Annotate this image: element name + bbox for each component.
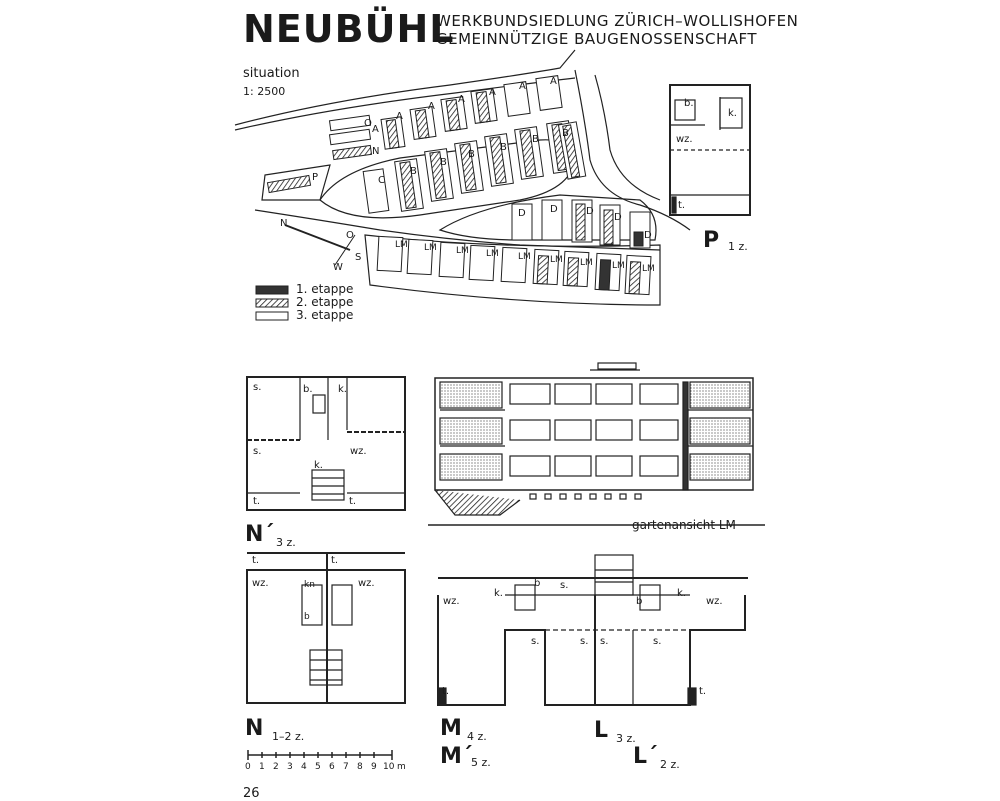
elevation-roof-box xyxy=(598,363,636,369)
scale-tick: 1 xyxy=(259,762,265,772)
site-label: D xyxy=(550,204,558,215)
plan-ml xyxy=(438,555,748,705)
room-label: wz. xyxy=(706,596,723,607)
site-label: A xyxy=(550,76,557,87)
site-label: A xyxy=(396,111,403,122)
plan-n-prime-stair xyxy=(312,470,344,500)
site-label: D xyxy=(586,206,594,217)
legend-label: 2. etappe xyxy=(296,295,354,309)
legend-label: 1. etappe xyxy=(296,282,354,296)
plan-ml-bath xyxy=(515,585,535,610)
building-d-fill xyxy=(576,204,585,240)
plan-ml-stair-core xyxy=(595,555,633,595)
window xyxy=(596,456,632,476)
compass-letter: O xyxy=(346,230,354,241)
road-east-2 xyxy=(595,75,660,200)
room-label: k. xyxy=(338,384,347,395)
plan-letter-l: L xyxy=(594,718,609,743)
site-label: A xyxy=(519,81,526,92)
room-label: k. xyxy=(728,108,737,119)
window xyxy=(510,420,550,440)
plan-n-prime xyxy=(247,377,405,510)
room-label: t. xyxy=(253,496,261,507)
site-plan-scale: 1: 2500 xyxy=(243,85,286,98)
plan-letter-m-prime: M´ xyxy=(440,744,473,769)
window xyxy=(510,384,550,404)
legend-swatch-hatched xyxy=(256,299,288,307)
site-label: B xyxy=(532,134,539,145)
scale-tick: 7 xyxy=(343,762,349,772)
legend xyxy=(256,286,288,320)
site-label: N xyxy=(372,146,380,157)
room-label: s. xyxy=(253,382,262,393)
elevation-pier xyxy=(683,382,688,490)
site-label: C xyxy=(378,175,385,186)
site-label: LM xyxy=(550,255,563,265)
site-label: B xyxy=(562,128,569,139)
plan-p xyxy=(670,85,750,215)
plan-letter-n: N xyxy=(245,716,264,741)
plan-letter-n-prime: N´ xyxy=(245,522,275,547)
window xyxy=(555,456,591,476)
balcony xyxy=(440,382,502,408)
site-label: D xyxy=(644,230,652,241)
page-number: 26 xyxy=(243,786,260,801)
room-label: b. xyxy=(684,98,694,109)
subtitle-line-1: WERKBUNDSIEDLUNG ZÜRICH–WOLLISHOFEN xyxy=(436,12,799,30)
basement-windows xyxy=(530,494,641,499)
site-label: A xyxy=(458,94,465,105)
room-label: s. xyxy=(653,636,662,647)
window xyxy=(640,456,678,476)
plan-ml-column xyxy=(688,688,696,705)
compass-letter: S xyxy=(355,252,362,263)
room-label: wz. xyxy=(676,134,693,145)
scale-tick: 0 xyxy=(245,762,251,772)
scale-tick: 2 xyxy=(273,762,279,772)
room-label: b xyxy=(534,578,541,589)
room-label: s. xyxy=(560,580,569,591)
site-label: LM xyxy=(642,264,655,274)
elevation-lm xyxy=(428,363,765,525)
building-n xyxy=(333,145,372,159)
elevation-entrance xyxy=(435,490,520,515)
site-label: A xyxy=(428,101,435,112)
site-label: B xyxy=(500,142,507,153)
site-label: P xyxy=(312,172,319,183)
window xyxy=(510,456,550,476)
building-d-fill xyxy=(634,232,643,246)
plan-n xyxy=(247,553,405,703)
room-label: b. xyxy=(303,384,313,395)
scale-tick: 10 xyxy=(383,762,395,772)
room-label: t. xyxy=(442,686,450,697)
legend-swatch-white xyxy=(256,312,288,320)
site-label: B xyxy=(440,157,447,168)
plan-rooms-l-prime: 2 z. xyxy=(660,758,680,771)
room-label: kn xyxy=(304,580,315,590)
room-label: b xyxy=(636,596,643,607)
balcony xyxy=(440,454,502,480)
scale-unit: m xyxy=(397,762,406,772)
scale-tick: 3 xyxy=(287,762,293,772)
site-label: LM xyxy=(456,246,469,256)
site-label: LM xyxy=(424,243,437,253)
building-a xyxy=(504,82,530,117)
building-lm-fill xyxy=(629,262,641,294)
scale-tick: 8 xyxy=(357,762,363,772)
scale-tick: 5 xyxy=(315,762,321,772)
elevation-windows xyxy=(510,384,678,476)
room-label: k. xyxy=(314,460,323,471)
site-label: LM xyxy=(486,249,499,259)
room-label: t. xyxy=(678,200,686,211)
building-lm-fill xyxy=(599,260,611,290)
window xyxy=(640,420,678,440)
plan-n-prime-bath xyxy=(313,395,325,413)
window xyxy=(596,384,632,404)
legend-swatch-dark xyxy=(256,286,288,294)
building-a xyxy=(536,76,562,111)
plan-letter-m: M xyxy=(440,716,462,741)
room-label: b xyxy=(304,612,310,622)
site-label: LM xyxy=(580,258,593,268)
balcony xyxy=(440,418,502,444)
subtitle-line-2: GEMEINNÜTZIGE BAUGENOSSENSCHAFT xyxy=(436,30,758,48)
plan-rooms-n: 1–2 z. xyxy=(272,730,305,743)
window xyxy=(640,384,678,404)
scale-tick: 4 xyxy=(301,762,307,772)
plan-n-core xyxy=(332,585,352,625)
room-label: s. xyxy=(600,636,609,647)
plan-rooms-n-prime: 3 z. xyxy=(276,536,296,549)
site-label: LM xyxy=(518,252,531,262)
scale-tick: 6 xyxy=(329,762,335,772)
scale-bar xyxy=(248,750,392,760)
plan-n-prime-outline xyxy=(247,377,405,510)
room-label: s. xyxy=(253,446,262,457)
room-label: t. xyxy=(699,686,707,697)
room-label: wz. xyxy=(358,578,375,589)
room-label: k. xyxy=(677,588,686,599)
compass-needle xyxy=(285,225,350,250)
building-lm-fill xyxy=(537,256,548,284)
room-label: s. xyxy=(531,636,540,647)
room-label: s. xyxy=(580,636,589,647)
building-d-fill xyxy=(604,210,613,244)
building-o xyxy=(329,129,370,144)
compass-letter: W xyxy=(333,262,343,273)
site-label: O xyxy=(364,118,372,129)
room-label: wz. xyxy=(252,578,269,589)
site-buildings xyxy=(267,76,651,295)
balcony xyxy=(690,382,750,408)
page-title: NEUBÜHL xyxy=(243,7,455,51)
site-label: B xyxy=(410,166,417,177)
scale-tick: 9 xyxy=(371,762,377,772)
room-label: t. xyxy=(252,555,260,566)
balcony xyxy=(690,454,750,480)
window xyxy=(555,420,591,440)
room-label: t. xyxy=(331,555,339,566)
plan-letter-p: P xyxy=(703,228,720,253)
plan-rooms-l: 3 z. xyxy=(616,732,636,745)
window xyxy=(555,384,591,404)
site-label: LM xyxy=(395,240,408,250)
balcony xyxy=(690,418,750,444)
plan-letter-l-prime: L´ xyxy=(633,744,659,769)
site-plan-label: situation xyxy=(243,66,300,81)
site-label: D xyxy=(614,212,622,223)
plan-rooms-m-prime: 5 z. xyxy=(471,756,491,769)
plan-ml-bath xyxy=(640,585,660,610)
plan-rooms-p: 1 z. xyxy=(728,240,748,253)
room-label: wz. xyxy=(443,596,460,607)
window xyxy=(596,420,632,440)
elevation-caption: gartenansicht LM xyxy=(632,518,736,532)
building-p xyxy=(267,175,310,192)
site-label: A xyxy=(372,124,379,135)
plan-p-column xyxy=(672,197,676,213)
plan-rooms-m: 4 z. xyxy=(467,730,487,743)
site-label: B xyxy=(468,149,475,160)
room-label: t. xyxy=(349,496,357,507)
site-label: LM xyxy=(612,261,625,271)
building-lm-fill xyxy=(567,258,578,286)
site-label: D xyxy=(518,208,526,219)
legend-label: 3. etappe xyxy=(296,308,354,322)
room-label: wz. xyxy=(350,446,367,457)
room-label: k. xyxy=(494,588,503,599)
compass-letter: N xyxy=(280,218,288,229)
site-label: A xyxy=(489,87,496,98)
